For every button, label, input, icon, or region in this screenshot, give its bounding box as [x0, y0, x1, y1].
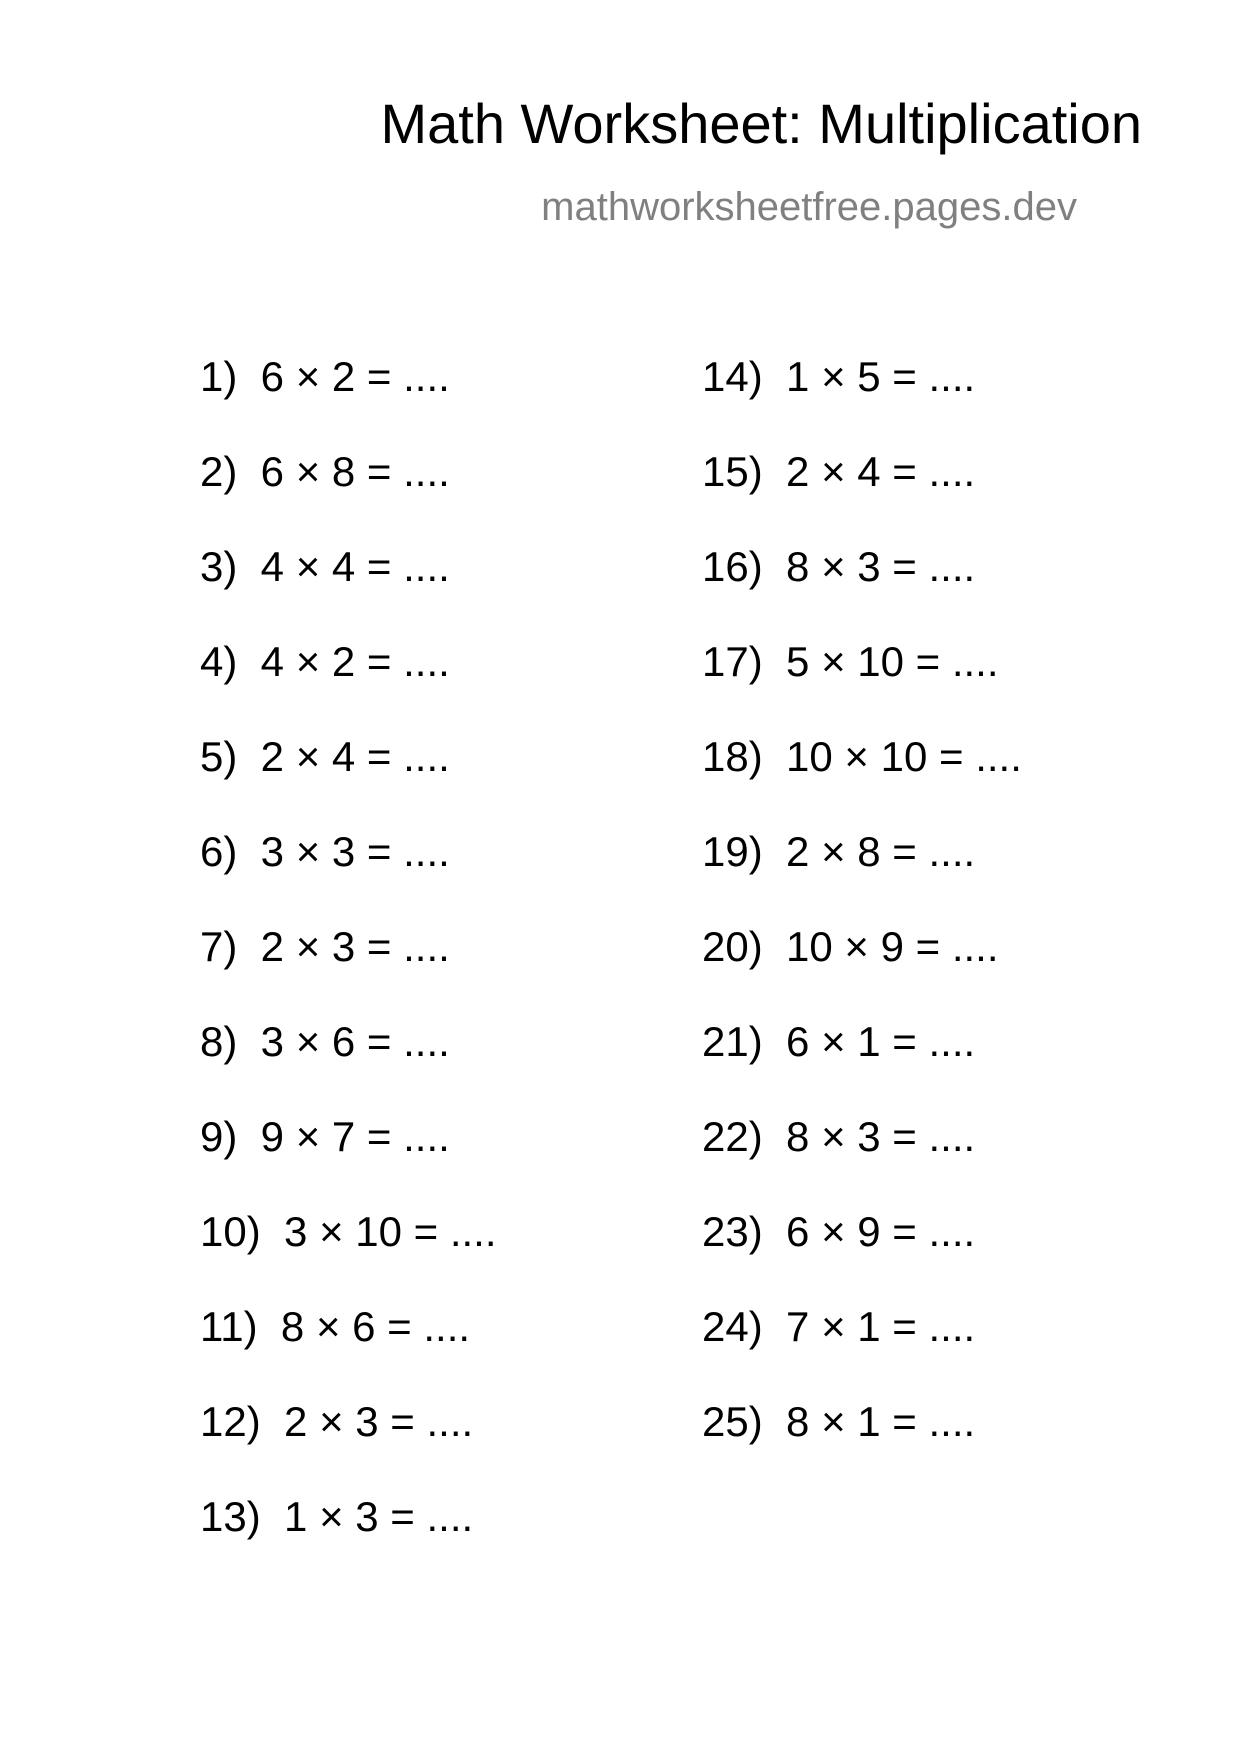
worksheet-title: Math Worksheet: Multiplication	[380, 92, 1142, 155]
problem-item: 6) 3 × 3 = ....	[200, 828, 450, 875]
problem-item: 12) 2 × 3 = ....	[200, 1398, 474, 1445]
problem-item: 8) 3 × 6 = ....	[200, 1018, 450, 1065]
problem-item: 19) 2 × 8 = ....	[702, 828, 976, 875]
problem-item: 21) 6 × 1 = ....	[702, 1018, 976, 1065]
problem-item: 13) 1 × 3 = ....	[200, 1493, 474, 1540]
problem-item: 22) 8 × 3 = ....	[702, 1113, 976, 1160]
problem-item: 16) 8 × 3 = ....	[702, 543, 976, 590]
problem-item: 3) 4 × 4 = ....	[200, 543, 450, 590]
problem-item: 17) 5 × 10 = ....	[702, 638, 999, 685]
problem-item: 9) 9 × 7 = ....	[200, 1113, 450, 1160]
problem-item: 15) 2 × 4 = ....	[702, 448, 976, 495]
problem-item: 24) 7 × 1 = ....	[702, 1303, 976, 1350]
problem-item: 23) 6 × 9 = ....	[702, 1208, 976, 1255]
problem-column-left	[200, 353, 497, 1591]
problem-list	[200, 353, 1160, 1556]
problem-item: 7) 2 × 3 = ....	[200, 923, 450, 970]
problem-item: 14) 1 × 5 = ....	[702, 353, 976, 400]
problem-item: 2) 6 × 8 = ....	[200, 448, 450, 495]
problem-item: 4) 4 × 2 = ....	[200, 638, 450, 685]
problem-item: 18) 10 × 10 = ....	[702, 733, 1022, 780]
worksheet-subtitle: mathworksheetfree.pages.dev	[541, 185, 1077, 229]
problem-item: 1) 6 × 2 = ....	[200, 353, 450, 400]
problem-column-right	[702, 353, 1022, 1496]
problem-item: 25) 8 × 1 = ....	[702, 1398, 976, 1445]
problem-item: 5) 2 × 4 = ....	[200, 733, 450, 780]
problem-item: 10) 3 × 10 = ....	[200, 1208, 497, 1255]
problem-item: 20) 10 × 9 = ....	[702, 923, 999, 970]
problem-item: 11) 8 × 6 = ....	[200, 1303, 471, 1350]
